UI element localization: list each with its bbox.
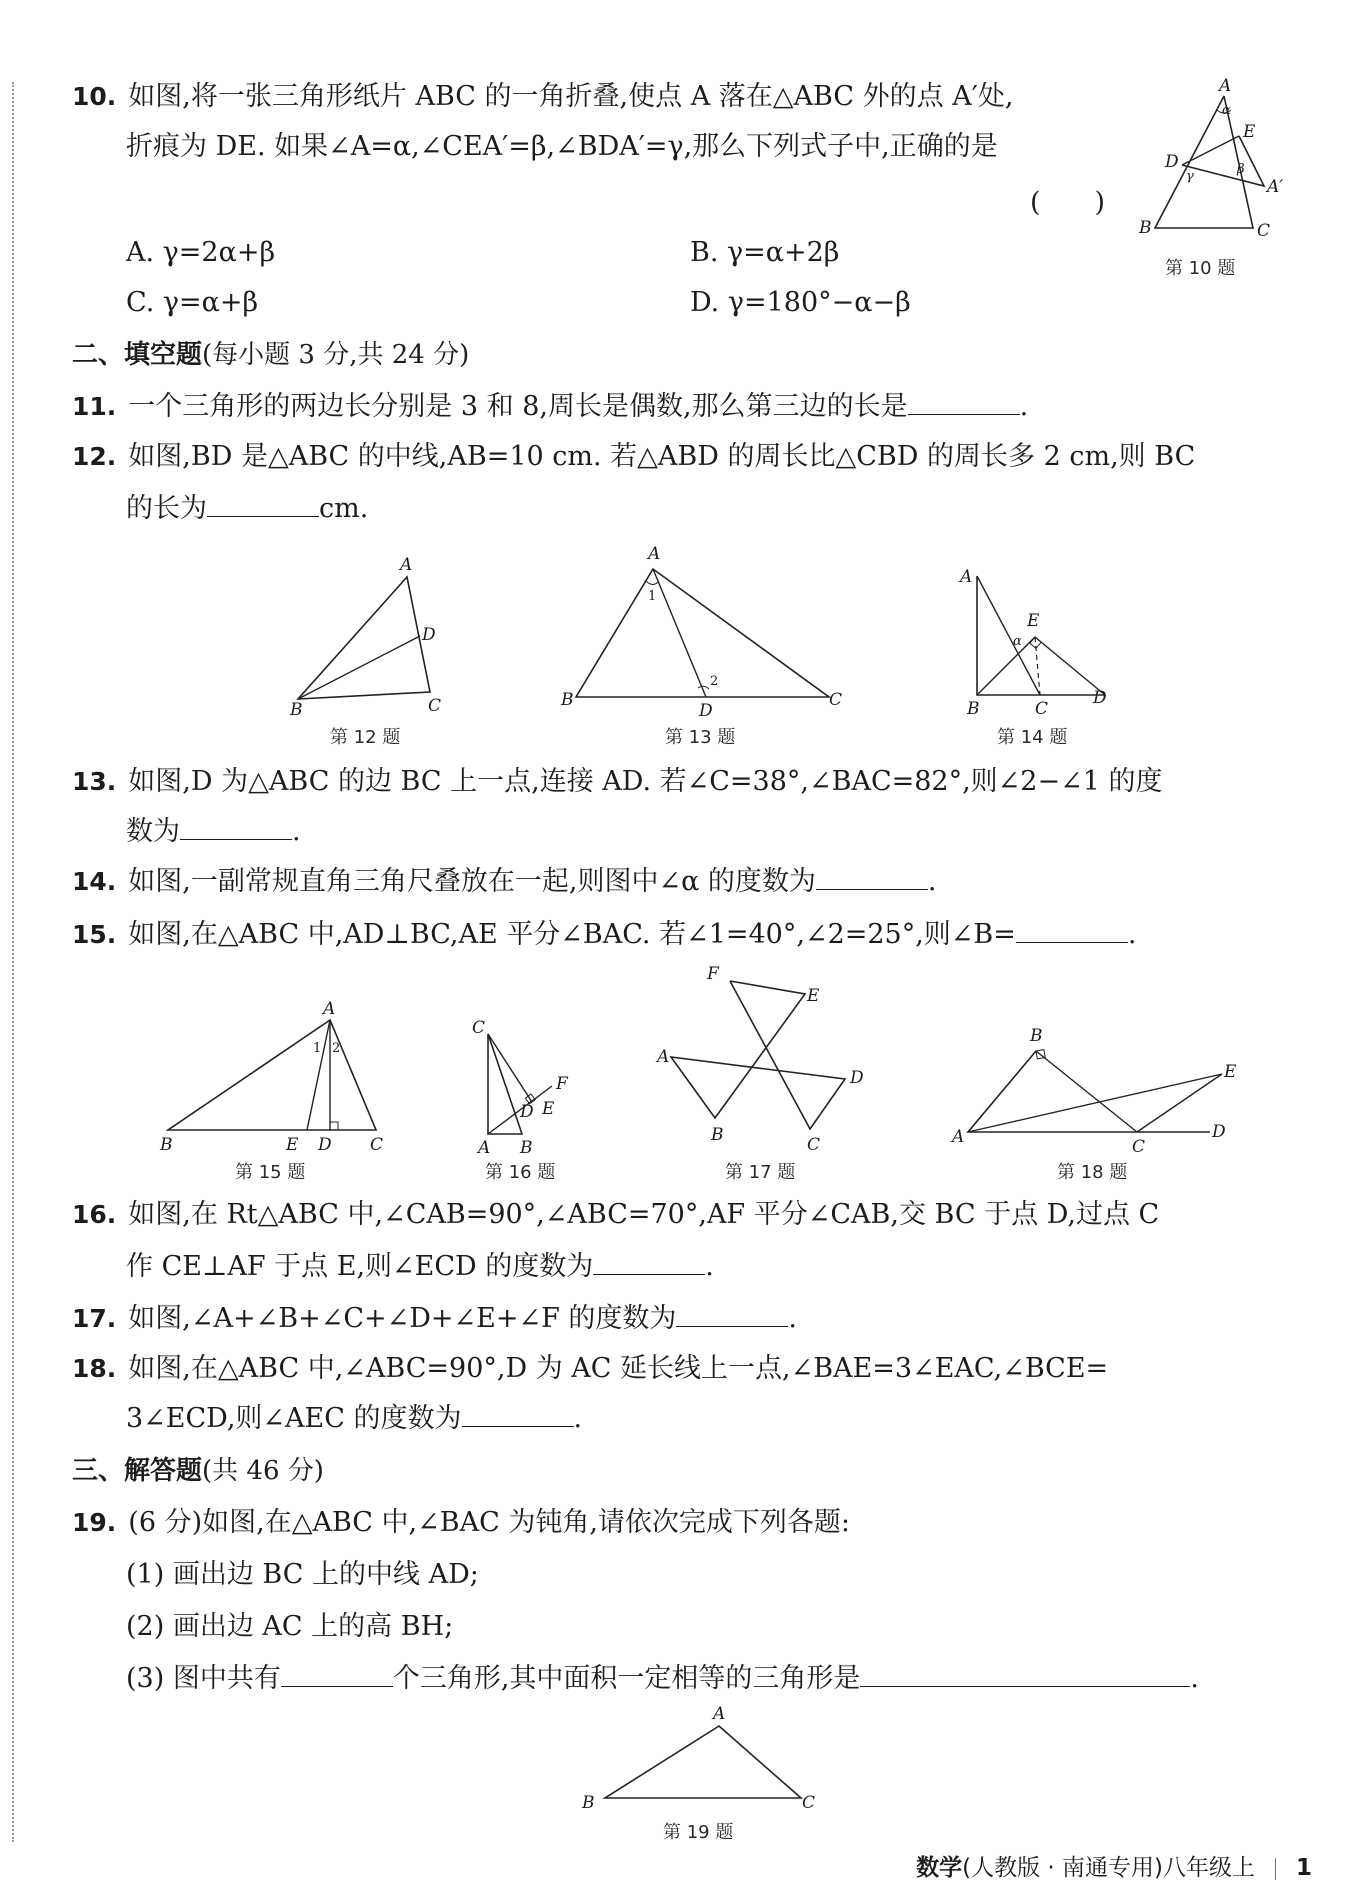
fig16-label-d: D [520, 1102, 534, 1122]
fig10-label-e: E [1243, 122, 1256, 142]
q15-tail: . [1127, 919, 1137, 950]
q14-number: 14. [72, 867, 117, 896]
q13-caption: 第 13 题 [665, 727, 736, 748]
q12-number: 12. [72, 442, 117, 471]
fig17-label-e: E [807, 986, 820, 1006]
q19-part3-text-a: (3) 图中共有 [126, 1663, 281, 1694]
fig13-label-c: C [829, 690, 843, 710]
figure-q18 [948, 1022, 1238, 1157]
q19-blank-count[interactable] [281, 1660, 393, 1687]
q16-line1 [72, 1196, 1159, 1234]
q11-text: 一个三角形的两边长分别是 3 和 8,周长是偶数,那么第三边的长是 [128, 391, 908, 422]
fig10-label-b: B [1139, 218, 1152, 238]
q16-caption: 第 16 题 [485, 1162, 556, 1183]
q18-tail: . [573, 1403, 583, 1434]
q10-number: 10. [72, 82, 117, 111]
q10-option-b[interactable]: B. γ=α+2β [690, 237, 840, 268]
q19-part1: (1) 画出边 BC 上的中线 AD; [126, 1559, 479, 1590]
figure-q14 [955, 568, 1125, 718]
fig16-label-c: C [472, 1018, 486, 1038]
q12-blank[interactable] [207, 490, 319, 517]
q19-part3-text-b: 个三角形,其中面积一定相等的三角形是 [392, 1663, 861, 1694]
fig13-label-a: A [648, 544, 661, 564]
q18-text: 如图,在△ABC 中,∠ABC=90°,D 为 AC 延长线上一点,∠BAE=3∠EAC,∠BCE= [128, 1353, 1109, 1384]
figure-q15 [158, 1000, 398, 1158]
section-2-title: 二、填空题 [72, 340, 203, 370]
q13-text: 如图,D 为△ABC 的边 BC 上一点,连接 AD. 若∠C=38°,∠BAC=82°,则∠2−∠1 的度 [128, 766, 1163, 797]
q10-caption: 第 10 题 [1165, 258, 1236, 279]
fig15-label-d: D [318, 1135, 332, 1155]
q18-line2 [126, 1400, 582, 1438]
q15-blank[interactable] [1016, 916, 1128, 943]
q13-number: 13. [72, 767, 117, 796]
q10-option-c[interactable]: C. γ=α+β [126, 287, 259, 318]
q19-blank-triangles[interactable] [860, 1660, 1190, 1687]
fig16-label-a: A [478, 1138, 491, 1158]
q17-text: 如图,∠A+∠B+∠C+∠D+∠E+∠F 的度数为 [128, 1303, 677, 1334]
q10-text-1: 如图,将一张三角形纸片 ABC 的一角折叠,使点 A 落在△ABC 外的点 A′处, [128, 81, 1014, 112]
q13-blank[interactable] [180, 813, 292, 840]
fig18-label-a: A [952, 1127, 965, 1147]
q17-line [72, 1300, 797, 1338]
figure-q19 [578, 1704, 828, 1813]
section-2-note: (每小题 3 分,共 24 分) [202, 340, 470, 370]
fig14-label-d: D [1093, 688, 1107, 708]
section-3-heading [72, 1452, 324, 1490]
fig13-label-d: D [699, 701, 713, 721]
fig16-label-b: B [520, 1138, 533, 1158]
q16-line2 [126, 1248, 714, 1286]
footer-edition: (人教版 · 南通专用)八年级上 [962, 1855, 1255, 1881]
fig18-label-e: E [1224, 1062, 1237, 1082]
q14-text: 如图,一副常规直角三角尺叠放在一起,则图中∠α 的度数为 [128, 866, 816, 897]
q17-tail: . [788, 1303, 797, 1334]
q16-tail: . [705, 1251, 714, 1282]
q16-blank[interactable] [593, 1248, 705, 1275]
fig17-label-f: F [707, 964, 719, 984]
q10-line1 [72, 78, 1013, 116]
fig13-label-1: 1 [648, 589, 657, 604]
fig12-label-a: A [400, 555, 413, 575]
fig10-label-gamma: γ [1186, 169, 1194, 184]
page-footer [916, 1849, 1312, 1882]
q18-caption: 第 18 题 [1057, 1162, 1128, 1183]
fig12-label-b: B [290, 700, 303, 720]
q12-line2 [126, 490, 368, 528]
q17-caption: 第 17 题 [725, 1162, 796, 1183]
fig10-label-beta: β [1237, 162, 1245, 177]
fig18-label-d: D [1212, 1122, 1226, 1142]
q14-caption: 第 14 题 [997, 727, 1068, 748]
q19-tail: . [1190, 1663, 1200, 1694]
fig17-label-c: C [807, 1135, 821, 1155]
fig19-label-c: C [802, 1793, 816, 1813]
fig14-label-e: E [1027, 611, 1040, 631]
fig13-label-b: B [561, 690, 574, 710]
section-2-heading [72, 336, 469, 374]
fig10-label-aprime: A′ [1267, 177, 1284, 197]
page-number: 1 [1295, 1855, 1312, 1881]
fig15-label-c: C [370, 1135, 384, 1155]
q18-blank[interactable] [462, 1400, 574, 1427]
q14-tail: . [927, 866, 937, 897]
fig17-label-b: B [711, 1125, 724, 1145]
fig17-label-a: A [657, 1047, 670, 1067]
q14-line [72, 863, 937, 901]
q10-line2: 折痕为 DE. 如果∠A=α,∠CEA′=β,∠BDA′=γ,那么下列式子中,正确的是 [126, 131, 998, 162]
fig10-label-alpha: α [1222, 103, 1231, 118]
fig15-label-2: 2 [332, 1041, 341, 1056]
fig12-label-d: D [422, 625, 436, 645]
fig14-label-alpha: α [1013, 634, 1022, 649]
q12-unit: cm. [319, 493, 369, 524]
footer-subject: 数学 [916, 1855, 963, 1881]
q18-number: 18. [72, 1354, 117, 1383]
figure-q12 [282, 555, 452, 720]
figure-q16 [470, 1016, 580, 1158]
q19-number: 19. [72, 1508, 117, 1537]
q13-line1 [72, 763, 1162, 801]
figure-q17 [655, 966, 885, 1156]
fig15-label-1: 1 [313, 1041, 322, 1056]
fig14-label-c: C [1035, 699, 1049, 719]
q11-line [72, 388, 1028, 426]
q15-caption: 第 15 题 [235, 1162, 306, 1183]
fig10-label-a: A [1219, 76, 1232, 96]
fig18-label-c: C [1132, 1137, 1146, 1157]
fig13-label-2: 2 [710, 674, 719, 689]
fig14-label-b: B [967, 699, 980, 719]
fig19-label-b: B [582, 1793, 595, 1813]
q17-blank[interactable] [676, 1300, 788, 1327]
q13-text-2: 数为 [126, 816, 180, 847]
q19-line1 [72, 1504, 850, 1542]
q16-text: 如图,在 Rt△ABC 中,∠CAB=90°,∠ABC=70°,AF 平分∠CAB,交 BC 于点 D,过点 C [128, 1199, 1160, 1230]
q18-text-2: 3∠ECD,则∠AEC 的度数为 [126, 1403, 462, 1434]
q16-number: 16. [72, 1200, 117, 1229]
q11-number: 11. [72, 392, 117, 421]
figure-q10 [1125, 76, 1305, 241]
fig19-label-a: A [713, 1704, 726, 1724]
fig15-label-e: E [286, 1135, 299, 1155]
q13-tail: . [292, 816, 301, 847]
q15-text: 如图,在△ABC 中,AD⊥BC,AE 平分∠BAC. 若∠1=40°,∠2=25°,则∠B= [128, 919, 1016, 950]
section-3-title: 三、解答题 [72, 1456, 203, 1486]
binding-margin-line [12, 82, 14, 1842]
fig12-label-c: C [428, 696, 442, 716]
q17-number: 17. [72, 1304, 117, 1333]
figure-q13 [553, 538, 853, 721]
fig14-label-a: A [960, 567, 973, 587]
fig10-label-d: D [1165, 152, 1179, 172]
q18-line1 [72, 1350, 1108, 1388]
q12-caption: 第 12 题 [330, 727, 401, 748]
q11-blank[interactable] [908, 388, 1020, 415]
fig16-label-e: E [542, 1099, 555, 1119]
section-3-note: (共 46 分) [202, 1456, 324, 1486]
fig16-label-f: F [556, 1074, 568, 1094]
q19-part3 [126, 1660, 1199, 1698]
q12-text-2: 的长为 [126, 493, 207, 524]
q13-line2 [126, 813, 301, 851]
q12-text: 如图,BD 是△ABC 的中线,AB=10 cm. 若△ABD 的周长比△CBD 的周长多 2 cm,则 BC [128, 441, 1196, 472]
q12-line1 [72, 438, 1195, 476]
q19-text: (6 分)如图,在△ABC 中,∠BAC 为钝角,请依次完成下列各题: [128, 1507, 851, 1538]
q11-tail: . [1019, 391, 1029, 422]
q19-part2: (2) 画出边 AC 上的高 BH; [126, 1611, 454, 1642]
q15-line [72, 916, 1137, 954]
q19-caption: 第 19 题 [663, 1822, 734, 1843]
q14-blank[interactable] [816, 863, 928, 890]
fig15-label-b: B [160, 1135, 173, 1155]
q10-option-a[interactable]: A. γ=2α+β [126, 237, 276, 268]
fig10-label-c: C [1257, 221, 1271, 241]
fig18-label-b: B [1030, 1026, 1043, 1046]
q15-number: 15. [72, 920, 117, 949]
q10-option-d[interactable]: D. γ=180°−α−β [690, 287, 911, 318]
q10-answer-paren[interactable]: ( ) [1030, 187, 1106, 218]
fig17-label-d: D [850, 1068, 864, 1088]
footer-divider [1275, 1858, 1276, 1880]
fig15-label-a: A [323, 999, 336, 1019]
q16-text-2: 作 CE⊥AF 于点 E,则∠ECD 的度数为 [126, 1251, 594, 1282]
